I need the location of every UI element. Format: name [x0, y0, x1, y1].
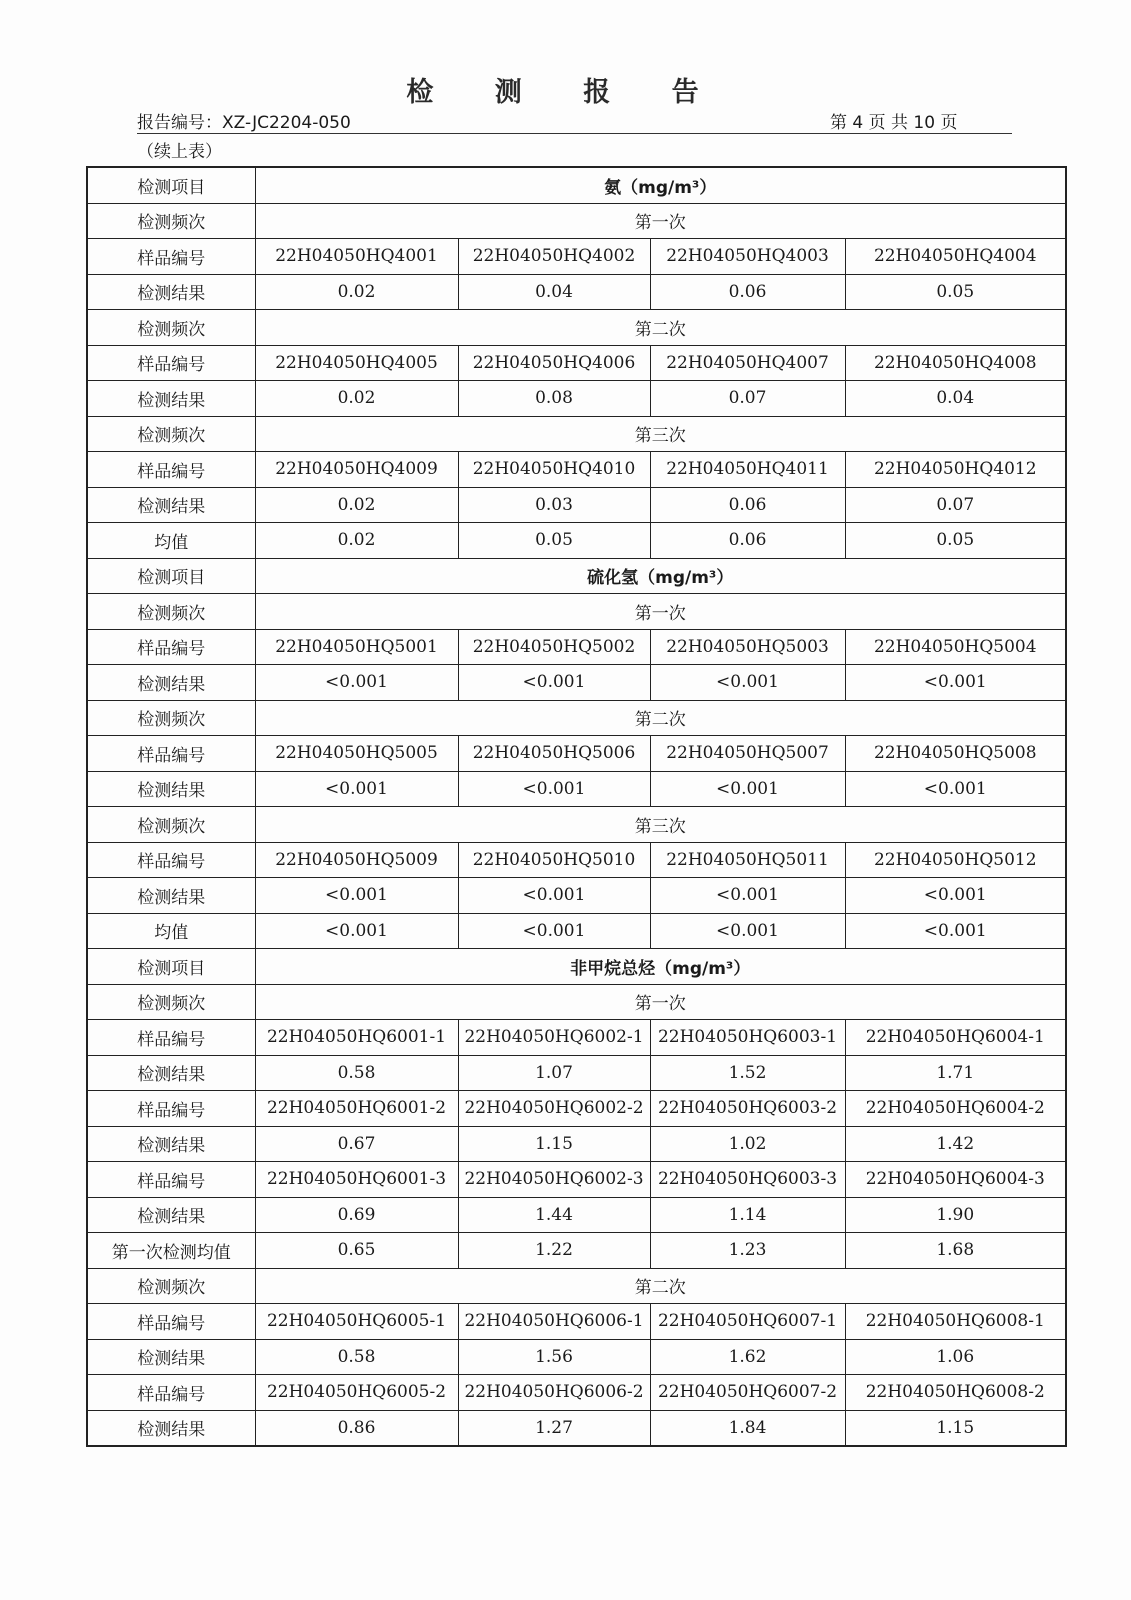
row-label: 检测结果 [87, 1339, 255, 1375]
row-label: 检测结果 [87, 1197, 255, 1233]
table-cell: 22H04050HQ4008 [845, 345, 1066, 381]
table-row [87, 558, 1066, 594]
table-row [87, 700, 1066, 736]
table-cell: <0.001 [255, 913, 458, 949]
row-label: 样品编号 [87, 345, 255, 381]
table-cell: 22H04050HQ6003-3 [650, 1162, 845, 1198]
table-cell: 0.02 [255, 523, 458, 559]
table-cell: 0.06 [650, 274, 845, 310]
table-cell: 1.15 [458, 1126, 650, 1162]
table-cell: 22H04050HQ4012 [845, 452, 1066, 488]
table-cell: 0.05 [458, 523, 650, 559]
row-label: 检测结果 [87, 381, 255, 417]
row-label: 均值 [87, 913, 255, 949]
table-row [87, 487, 1066, 523]
table-row [87, 416, 1066, 452]
row-label: 检测项目 [87, 558, 255, 594]
table-cell: 22H04050HQ6006-1 [458, 1304, 650, 1340]
table-cell: 22H04050HQ6005-2 [255, 1375, 458, 1411]
frequency-cell: 第二次 [255, 1268, 1066, 1304]
table-cell: <0.001 [845, 878, 1066, 914]
row-label: 样品编号 [87, 452, 255, 488]
page-title: 检 测 报 告 [406, 77, 725, 108]
table-row [87, 1268, 1066, 1304]
table-cell: 22H04050HQ5007 [650, 736, 845, 772]
table-row [87, 167, 1066, 203]
table-row [87, 807, 1066, 843]
table-cell: 22H04050HQ5005 [255, 736, 458, 772]
table-cell: 22H04050HQ4001 [255, 239, 458, 275]
table-row [87, 1233, 1066, 1269]
row-label: 检测结果 [87, 771, 255, 807]
table-cell: 1.90 [845, 1197, 1066, 1233]
table-row [87, 878, 1066, 914]
row-label: 检测频次 [87, 807, 255, 843]
table-row [87, 949, 1066, 985]
table-cell: 0.03 [458, 487, 650, 523]
table-cell: 0.06 [650, 487, 845, 523]
row-label: 检测结果 [87, 1126, 255, 1162]
table-cell: 0.07 [845, 487, 1066, 523]
table-cell: 0.02 [255, 274, 458, 310]
table-cell: 0.05 [845, 523, 1066, 559]
table-cell: <0.001 [458, 913, 650, 949]
table-row [87, 1162, 1066, 1198]
table-cell: 22H04050HQ4006 [458, 345, 650, 381]
table-cell: 22H04050HQ5008 [845, 736, 1066, 772]
table-cell: 22H04050HQ5002 [458, 629, 650, 665]
table-row [87, 381, 1066, 417]
row-label: 检测频次 [87, 984, 255, 1020]
frequency-cell: 第二次 [255, 310, 1066, 346]
table-cell: 1.52 [650, 1055, 845, 1091]
row-label: 检测项目 [87, 949, 255, 985]
row-label: 检测结果 [87, 487, 255, 523]
table-cell: <0.001 [458, 665, 650, 701]
table-cell: <0.001 [845, 913, 1066, 949]
table-row [87, 452, 1066, 488]
row-label: 检测项目 [87, 167, 255, 203]
table-cell: 22H04050HQ5011 [650, 842, 845, 878]
table-cell: <0.001 [650, 771, 845, 807]
table-cell: 0.08 [458, 381, 650, 417]
row-label: 检测频次 [87, 416, 255, 452]
report-number: 报告编号：XZ-JC2204-050 [137, 113, 351, 133]
table-cell: 1.68 [845, 1233, 1066, 1269]
table-cell: 1.22 [458, 1233, 650, 1269]
table-cell: 22H04050HQ6007-1 [650, 1304, 845, 1340]
table-cell: <0.001 [255, 665, 458, 701]
table-cell: 22H04050HQ5001 [255, 629, 458, 665]
table-cell: 22H04050HQ4010 [458, 452, 650, 488]
table-row [87, 1055, 1066, 1091]
table-cell: 1.42 [845, 1126, 1066, 1162]
table-row [87, 203, 1066, 239]
row-label: 样品编号 [87, 629, 255, 665]
table-cell: <0.001 [650, 665, 845, 701]
table-row [87, 1339, 1066, 1375]
table-cell: 22H04050HQ5004 [845, 629, 1066, 665]
table-cell: 0.67 [255, 1126, 458, 1162]
table-cell: 1.27 [458, 1410, 650, 1446]
table-row [87, 913, 1066, 949]
table-cell: 22H04050HQ6003-2 [650, 1091, 845, 1127]
table-cell: 1.07 [458, 1055, 650, 1091]
continued-note: （续上表） [137, 142, 222, 162]
frequency-cell: 第一次 [255, 984, 1066, 1020]
row-label: 检测频次 [87, 594, 255, 630]
table-cell: <0.001 [255, 878, 458, 914]
table-row [87, 523, 1066, 559]
table-row [87, 1126, 1066, 1162]
row-label: 第一次检测均值 [87, 1233, 255, 1269]
table-row [87, 594, 1066, 630]
table-row [87, 771, 1066, 807]
table-cell: 22H04050HQ4003 [650, 239, 845, 275]
row-label: 检测结果 [87, 665, 255, 701]
item-name-cell: 氨（mg/m³） [255, 167, 1066, 203]
row-label: 样品编号 [87, 1162, 255, 1198]
frequency-cell: 第一次 [255, 594, 1066, 630]
table-cell: 1.62 [650, 1339, 845, 1375]
table-cell: 22H04050HQ4011 [650, 452, 845, 488]
table-cell: 22H04050HQ5003 [650, 629, 845, 665]
table-cell: 22H04050HQ4005 [255, 345, 458, 381]
table-row [87, 1304, 1066, 1340]
table-cell: 1.84 [650, 1410, 845, 1446]
table-cell: 22H04050HQ6002-2 [458, 1091, 650, 1127]
table-row [87, 1375, 1066, 1411]
table-row [87, 310, 1066, 346]
table-cell: <0.001 [650, 878, 845, 914]
row-label: 检测频次 [87, 1268, 255, 1304]
frequency-cell: 第三次 [255, 807, 1066, 843]
table-row [87, 345, 1066, 381]
row-label: 样品编号 [87, 736, 255, 772]
row-label: 样品编号 [87, 1091, 255, 1127]
table-cell: 0.58 [255, 1055, 458, 1091]
table-cell: 22H04050HQ6008-1 [845, 1304, 1066, 1340]
table-cell: 22H04050HQ5009 [255, 842, 458, 878]
table-row [87, 736, 1066, 772]
table-cell: 22H04050HQ6004-2 [845, 1091, 1066, 1127]
table-cell: 0.86 [255, 1410, 458, 1446]
frequency-cell: 第二次 [255, 700, 1066, 736]
table-cell: 0.02 [255, 487, 458, 523]
table-cell: <0.001 [845, 665, 1066, 701]
table-cell: 0.04 [845, 381, 1066, 417]
table-cell: 0.58 [255, 1339, 458, 1375]
row-label: 检测结果 [87, 274, 255, 310]
row-label: 检测频次 [87, 310, 255, 346]
frequency-cell: 第三次 [255, 416, 1066, 452]
table-cell: <0.001 [458, 771, 650, 807]
item-name-cell: 非甲烷总烃（mg/m³） [255, 949, 1066, 985]
table-cell: 22H04050HQ6004-3 [845, 1162, 1066, 1198]
table-row [87, 1197, 1066, 1233]
table-row [87, 274, 1066, 310]
table-cell: 1.14 [650, 1197, 845, 1233]
row-label: 样品编号 [87, 1020, 255, 1056]
row-label: 样品编号 [87, 842, 255, 878]
table-cell: 1.44 [458, 1197, 650, 1233]
page-number: 第 4 页 共 10 页 [830, 113, 958, 133]
table-cell: 22H04050HQ6008-2 [845, 1375, 1066, 1411]
table-cell: 1.06 [845, 1339, 1066, 1375]
results-table-body [87, 167, 1066, 1446]
table-cell: 0.69 [255, 1197, 458, 1233]
row-label: 均值 [87, 523, 255, 559]
table-cell: 22H04050HQ5012 [845, 842, 1066, 878]
table-row [87, 629, 1066, 665]
table-row [87, 1091, 1066, 1127]
table-cell: 0.04 [458, 274, 650, 310]
row-label: 检测结果 [87, 1055, 255, 1091]
table-cell: 0.05 [845, 274, 1066, 310]
table-cell: 0.65 [255, 1233, 458, 1269]
table-row [87, 984, 1066, 1020]
frequency-cell: 第一次 [255, 203, 1066, 239]
table-cell: 1.23 [650, 1233, 845, 1269]
table-row [87, 842, 1066, 878]
row-label: 样品编号 [87, 1304, 255, 1340]
row-label: 样品编号 [87, 1375, 255, 1411]
table-cell: 22H04050HQ6004-1 [845, 1020, 1066, 1056]
table-cell: 22H04050HQ6007-2 [650, 1375, 845, 1411]
table-cell: 1.02 [650, 1126, 845, 1162]
item-name-cell: 硫化氢（mg/m³） [255, 558, 1066, 594]
table-cell: 22H04050HQ6003-1 [650, 1020, 845, 1056]
table-cell: 22H04050HQ4009 [255, 452, 458, 488]
table-cell: 22H04050HQ5010 [458, 842, 650, 878]
table-cell: 22H04050HQ6001-3 [255, 1162, 458, 1198]
table-cell: 0.06 [650, 523, 845, 559]
table-cell: 22H04050HQ4002 [458, 239, 650, 275]
row-label: 检测频次 [87, 700, 255, 736]
table-cell: 22H04050HQ6002-3 [458, 1162, 650, 1198]
table-row [87, 239, 1066, 275]
table-cell: 1.56 [458, 1339, 650, 1375]
table-cell: 0.02 [255, 381, 458, 417]
table-cell: 22H04050HQ6001-1 [255, 1020, 458, 1056]
row-label: 检测频次 [87, 203, 255, 239]
row-label: 检测结果 [87, 878, 255, 914]
table-cell: 1.15 [845, 1410, 1066, 1446]
table-cell: 22H04050HQ4004 [845, 239, 1066, 275]
table-cell: 22H04050HQ6001-2 [255, 1091, 458, 1127]
table-cell: 22H04050HQ6005-1 [255, 1304, 458, 1340]
table-row [87, 1410, 1066, 1446]
table-cell: 1.71 [845, 1055, 1066, 1091]
row-label: 样品编号 [87, 239, 255, 275]
table-cell: 22H04050HQ5006 [458, 736, 650, 772]
table-cell: <0.001 [255, 771, 458, 807]
table-cell: <0.001 [650, 913, 845, 949]
table-cell: 22H04050HQ6006-2 [458, 1375, 650, 1411]
table-cell: <0.001 [458, 878, 650, 914]
header-rule [137, 133, 1012, 134]
table-cell: 22H04050HQ4007 [650, 345, 845, 381]
results-table [86, 166, 1067, 1447]
table-cell: 22H04050HQ6002-1 [458, 1020, 650, 1056]
table-cell: 0.07 [650, 381, 845, 417]
row-label: 检测结果 [87, 1410, 255, 1446]
table-cell: <0.001 [845, 771, 1066, 807]
table-row [87, 1020, 1066, 1056]
table-row [87, 665, 1066, 701]
